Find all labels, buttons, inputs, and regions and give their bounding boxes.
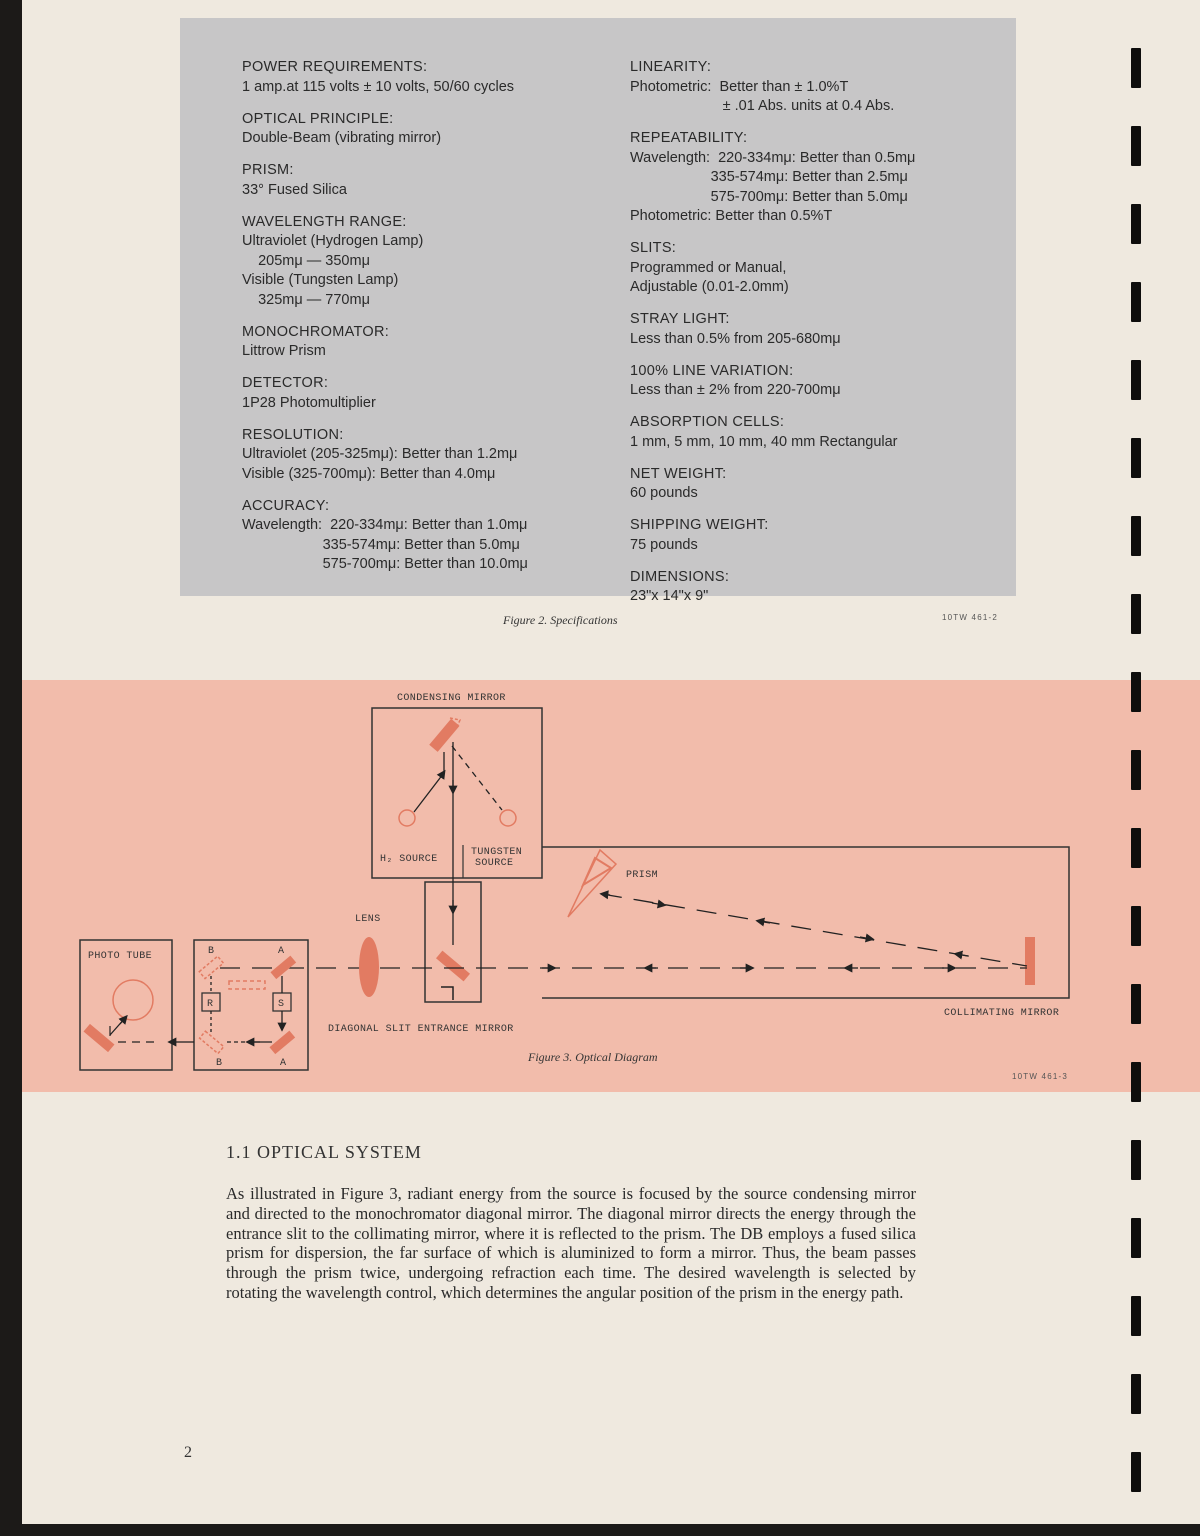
binding-hole — [1131, 1374, 1141, 1414]
diagonal-slit-mirror — [436, 951, 470, 982]
spec-line: 33° Fused Silica — [242, 181, 347, 198]
spec-section — [630, 413, 1000, 452]
binding-hole — [1131, 282, 1141, 322]
binding-hole — [1131, 984, 1141, 1024]
section-title: 1.1 OPTICAL SYSTEM — [226, 1142, 422, 1162]
specifications-panel — [180, 18, 1016, 604]
spec-section — [630, 310, 1000, 349]
spec-line: ± .01 Abs. units at 0.4 Abs. — [630, 98, 895, 114]
spec-section — [242, 497, 602, 575]
label-tungsten-line2: SOURCE — [475, 858, 514, 869]
prism-outline — [568, 850, 616, 917]
spec-section — [630, 362, 1000, 401]
h2-beam-arrow — [440, 772, 444, 778]
spec-line: Less than ± 2% from 220-700mμ — [630, 382, 841, 398]
spec-heading: PRISM: — [242, 162, 294, 178]
spec-section — [630, 239, 1000, 298]
binding-hole — [1131, 516, 1141, 556]
label-s: S — [278, 999, 285, 1010]
label-photo-tube: PHOTO TUBE — [88, 951, 153, 962]
spec-line: Wavelength: 220-334mμ: Better than 0.5mμ — [630, 149, 916, 166]
label-condensing-mirror: CONDENSING MIRROR — [397, 693, 506, 704]
spec-section — [242, 110, 602, 149]
spec-line: 1P28 Photomultiplier — [242, 394, 376, 411]
binding-hole — [1131, 828, 1141, 868]
spec-heading: ABSORPTION CELLS: — [630, 414, 785, 430]
label-a-top: A — [278, 946, 285, 957]
binding-hole — [1131, 1062, 1141, 1102]
spec-section — [630, 516, 1000, 555]
optical-diagram — [22, 680, 1200, 1092]
spec-line: 1 amp.at 115 volts ± 10 volts, 50/60 cycles — [242, 78, 515, 95]
spec-line: Double-Beam (vibrating mirror) — [242, 130, 442, 146]
prism — [583, 858, 611, 885]
spec-line: 60 pounds — [630, 485, 698, 501]
spec-heading: MONOCHROMATOR: — [242, 323, 390, 340]
binding-hole — [1131, 48, 1141, 88]
spec-heading: NET WEIGHT: — [630, 465, 727, 482]
lens — [359, 937, 379, 997]
label-b-bottom: B — [216, 1058, 223, 1069]
label-b-top: B — [208, 946, 215, 957]
binding-hole — [1131, 1218, 1141, 1258]
prism-arrow-2 — [652, 903, 664, 905]
h2-beam-ray — [414, 778, 440, 812]
binding-hole — [1131, 126, 1141, 166]
figure-2-caption: Figure 2. Specifications — [503, 613, 618, 627]
spec-section — [242, 161, 602, 200]
label-lens: LENS — [355, 914, 381, 925]
spec-line: Less than 0.5% from 205-680mμ — [630, 330, 841, 347]
spec-heading: STRAY LIGHT: — [630, 311, 730, 327]
binding-hole — [1131, 906, 1141, 946]
spec-line: 75 pounds — [630, 536, 698, 553]
spec-section — [630, 129, 1000, 227]
mirror-b-bottom — [200, 1031, 224, 1053]
binding-hole — [1131, 438, 1141, 478]
label-a-bottom: A — [280, 1058, 287, 1069]
binding-hole — [1131, 1296, 1141, 1336]
spec-line: Photometric: Better than ± 1.0%T — [630, 78, 849, 95]
spec-heading: REPEATABILITY: — [630, 130, 748, 146]
mirror-a-bottom — [269, 1031, 295, 1055]
spec-heading: DETECTOR: — [242, 375, 329, 391]
spec-heading: LINEARITY: — [630, 59, 712, 75]
label-prism: PRISM — [626, 870, 659, 881]
figure-3-code: 10TW 461-3 — [1012, 1072, 1069, 1081]
prism-arrow-5 — [956, 954, 968, 956]
label-collimating-mirror: COLLIMATING MIRROR — [944, 1008, 1060, 1019]
condensing-mirror — [429, 719, 459, 752]
spec-heading: DIMENSIONS: — [630, 568, 730, 585]
spec-section — [242, 58, 602, 97]
chopper-dashed-path — [229, 981, 265, 989]
spec-section — [242, 374, 602, 413]
spec-heading: OPTICAL PRINCIPLE: — [242, 110, 394, 127]
spec-heading: POWER REQUIREMENTS: — [242, 59, 428, 75]
spec-section — [630, 568, 1000, 607]
spec-heading: WAVELENGTH RANGE: — [242, 213, 407, 230]
spec-heading: RESOLUTION: — [242, 426, 344, 443]
optical-diagram-band — [22, 680, 1200, 1092]
photo-tube-circle — [113, 980, 153, 1020]
mirror-b-top — [199, 956, 223, 978]
spec-heading: SLITS: — [630, 240, 677, 256]
monochromator-housing — [542, 847, 1069, 998]
spec-section — [242, 213, 602, 311]
spec-line: 575-700mμ: Better than 5.0mμ — [630, 188, 908, 205]
binding-hole — [1131, 750, 1141, 790]
manual-page — [22, 0, 1200, 1524]
label-tungsten-line1: TUNGSTEN — [471, 847, 523, 858]
binding-hole — [1131, 1452, 1141, 1492]
spec-line: 335-574mμ: Better than 5.0mμ — [242, 536, 520, 553]
label-diagonal-slit: DIAGONAL SLIT ENTRANCE MIRROR — [328, 1024, 514, 1035]
spec-line: Visible (325-700mμ): Better than 4.0mμ — [242, 465, 496, 482]
section-body: As illustrated in Figure 3, radiant energy from the source is focused by the source condensing mirror and directed to the monochromator diagonal mirror. The diagonal mirror directs the energy through the entrance slit to the collimating mirror, where it is reflected to the prism. The DB employs a fused silica prism for dispersion, the far surface of which is aluminized to form a mirror. Thus, the beam passes through the prism twice, undergoing refraction each time. The desired wavelength is selected by rotating the wavelength control, which determines the angular position of the prism in the energy path. — [226, 1184, 916, 1302]
label-h2-source: H₂ SOURCE — [380, 854, 438, 865]
spec-section — [242, 426, 602, 485]
spec-line: Ultraviolet (205-325mμ): Better than 1.2mμ — [242, 446, 518, 462]
binding-hole — [1131, 594, 1141, 634]
spec-line: 23"x 14"x 9" — [630, 588, 709, 604]
spec-line: 325mμ — 770mμ — [242, 291, 370, 308]
figure-2-code: 10TW 461-2 — [942, 613, 999, 622]
collimating-mirror — [1025, 937, 1035, 985]
spec-line: 205mμ — 350mμ — [242, 252, 370, 269]
spec-line: Littrow Prism — [242, 343, 326, 359]
spec-line: 1 mm, 5 mm, 10 mm, 40 mm Rectangular — [630, 433, 898, 450]
spec-section — [242, 323, 602, 362]
spec-line: Programmed or Manual, — [630, 259, 787, 276]
figure-3-caption: Figure 3. Optical Diagram — [528, 1050, 658, 1064]
binding-hole — [1131, 204, 1141, 244]
spec-line: Wavelength: 220-334mμ: Better than 1.0mμ — [242, 517, 528, 533]
tungsten-beam-ray — [452, 746, 502, 810]
spec-heading: 100% LINE VARIATION: — [630, 362, 794, 379]
spec-heading: ACCURACY: — [242, 497, 330, 514]
specifications-right-column — [630, 58, 1000, 619]
spec-line: Adjustable (0.01-2.0mm) — [630, 279, 789, 295]
spec-line: 335-574mμ: Better than 2.5mμ — [630, 169, 908, 185]
h2-source-lamp — [399, 810, 415, 826]
spec-line: Photometric: Better than 0.5%T — [630, 208, 833, 224]
page-number: 2 — [184, 1444, 192, 1461]
label-r: R — [207, 999, 214, 1010]
specifications-left-column — [242, 58, 602, 587]
spec-line: 575-700mμ: Better than 10.0mμ — [242, 556, 528, 572]
binding-hole — [1131, 1140, 1141, 1180]
binding-hole — [1131, 672, 1141, 712]
diagonal-mirror-bracket — [441, 987, 453, 1000]
spec-heading: SHIPPING WEIGHT: — [630, 517, 769, 533]
spec-line: Ultraviolet (Hydrogen Lamp) — [242, 233, 424, 249]
tungsten-source-lamp — [500, 810, 516, 826]
spec-section — [630, 465, 1000, 504]
spec-section — [630, 58, 1000, 117]
spec-line: Visible (Tungsten Lamp) — [242, 272, 399, 288]
binding-hole — [1131, 360, 1141, 400]
